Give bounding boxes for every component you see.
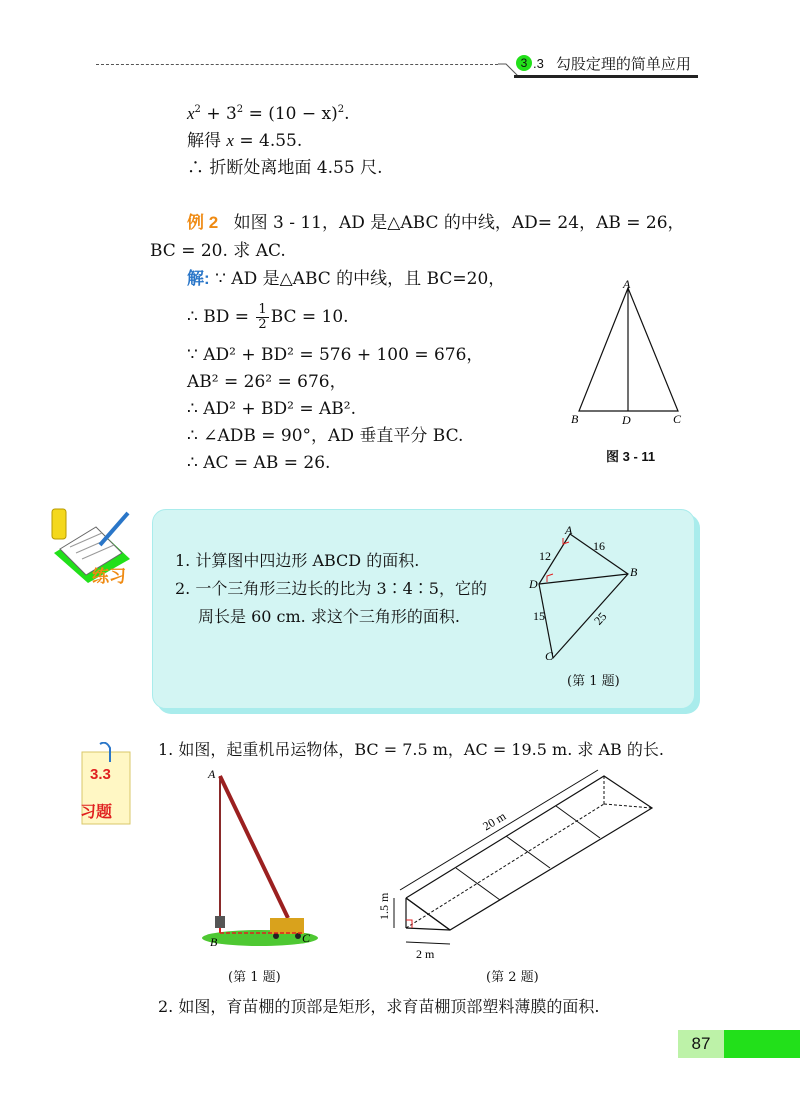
- svg-text:2 m: 2 m: [416, 947, 435, 961]
- practice-label: 练习: [92, 567, 126, 586]
- solution-step-1: 解: ∵ AD 是△ABC 的中线，且 BC=20，: [187, 269, 506, 289]
- svg-text:12: 12: [539, 549, 551, 563]
- svg-text:1.5 m: 1.5 m: [377, 892, 391, 920]
- fig-label-b: B: [571, 412, 579, 426]
- solution-label: 解:: [187, 269, 210, 288]
- solution-step-3: ∵ AD² + BD² = 576 + 100 = 676，: [187, 345, 484, 365]
- section-number-badge: 3: [516, 55, 532, 71]
- practice-item-2-cont: 周长是 60 cm. 求这个三角形的面积.: [198, 607, 460, 626]
- solution-step-4: AB² = 26² = 676，: [187, 372, 347, 392]
- solution-step-5: ∴ AD² + BD² = AB².: [187, 399, 356, 419]
- example2-line2: BC = 20. 求 AC.: [150, 241, 286, 261]
- figure-3-11: [565, 278, 695, 428]
- svg-text:20 m: 20 m: [480, 808, 509, 834]
- fig2-caption: (第 2 题): [486, 970, 539, 985]
- conclusion-line: ∴ 折断处离地面 4.55 尺.: [187, 158, 383, 178]
- fig-label-d: D: [622, 413, 631, 427]
- practice-figure: [525, 524, 645, 664]
- svg-text:C: C: [302, 931, 311, 945]
- page-number: 87: [691, 1034, 711, 1053]
- exercise-number: 3.3: [90, 766, 111, 783]
- svg-text:15: 15: [533, 609, 545, 623]
- exercise-label: 习题: [80, 804, 113, 821]
- svg-text:B: B: [210, 935, 218, 949]
- svg-text:16: 16: [593, 539, 605, 553]
- svg-text:25: 25: [591, 609, 610, 628]
- svg-text:A: A: [565, 524, 573, 537]
- example-label: 例 2: [187, 213, 219, 232]
- example2-line1: 例 2 如图 3 - 11，AD 是△ABC 的中线，AD= 24，AB = 26，: [187, 213, 685, 233]
- header-dashed-rule: [96, 64, 498, 65]
- solution-step-2: ∴ BD = $\frac{1}{2}$ BC = 10.: [187, 302, 349, 332]
- fig-label-a: A: [623, 278, 631, 291]
- section-number: .3: [533, 55, 544, 71]
- exercise-item-2: 2. 如图，育苗棚的顶部是矩形，求育苗棚顶部塑料薄膜的面积.: [158, 997, 600, 1016]
- exercise-item-1: 1. 如图，起重机吊运物体，BC = 7.5 m，AC = 19.5 m. 求 AB 的长.: [158, 740, 664, 759]
- svg-text:A: A: [208, 768, 216, 781]
- crane-figure: [198, 768, 323, 950]
- svg-text:D: D: [529, 577, 538, 591]
- solution-step-6: ∴ ∠ADB = 90°，AD 垂直平分 BC.: [187, 426, 464, 446]
- section-header: [516, 52, 691, 74]
- solution-step-7: ∴ AC = AB = 26.: [187, 453, 331, 473]
- header-underline: [514, 75, 698, 78]
- section-title: 勾股定理的简单应用: [555, 55, 691, 73]
- fig-label-c: C: [673, 412, 682, 426]
- fig1-caption: (第 1 题): [228, 970, 281, 985]
- greenhouse-figure: [364, 768, 664, 964]
- solved-line: 解得 x = 4.55.: [187, 131, 303, 151]
- svg-text:C: C: [545, 649, 554, 663]
- svg-text:B: B: [630, 565, 638, 579]
- figure-3-11-caption: 图 3 - 11: [606, 449, 656, 464]
- equation-line: $x^2 + 3^2 = (10 - x)^2$.: [187, 104, 350, 124]
- practice-item-1: 1. 计算图中四边形 ABCD 的面积.: [175, 551, 420, 570]
- practice-item-2: 2. 一个三角形三边长的比为 3∶4∶5，它的: [175, 579, 487, 598]
- practice-figure-caption: (第 1 题): [567, 674, 620, 689]
